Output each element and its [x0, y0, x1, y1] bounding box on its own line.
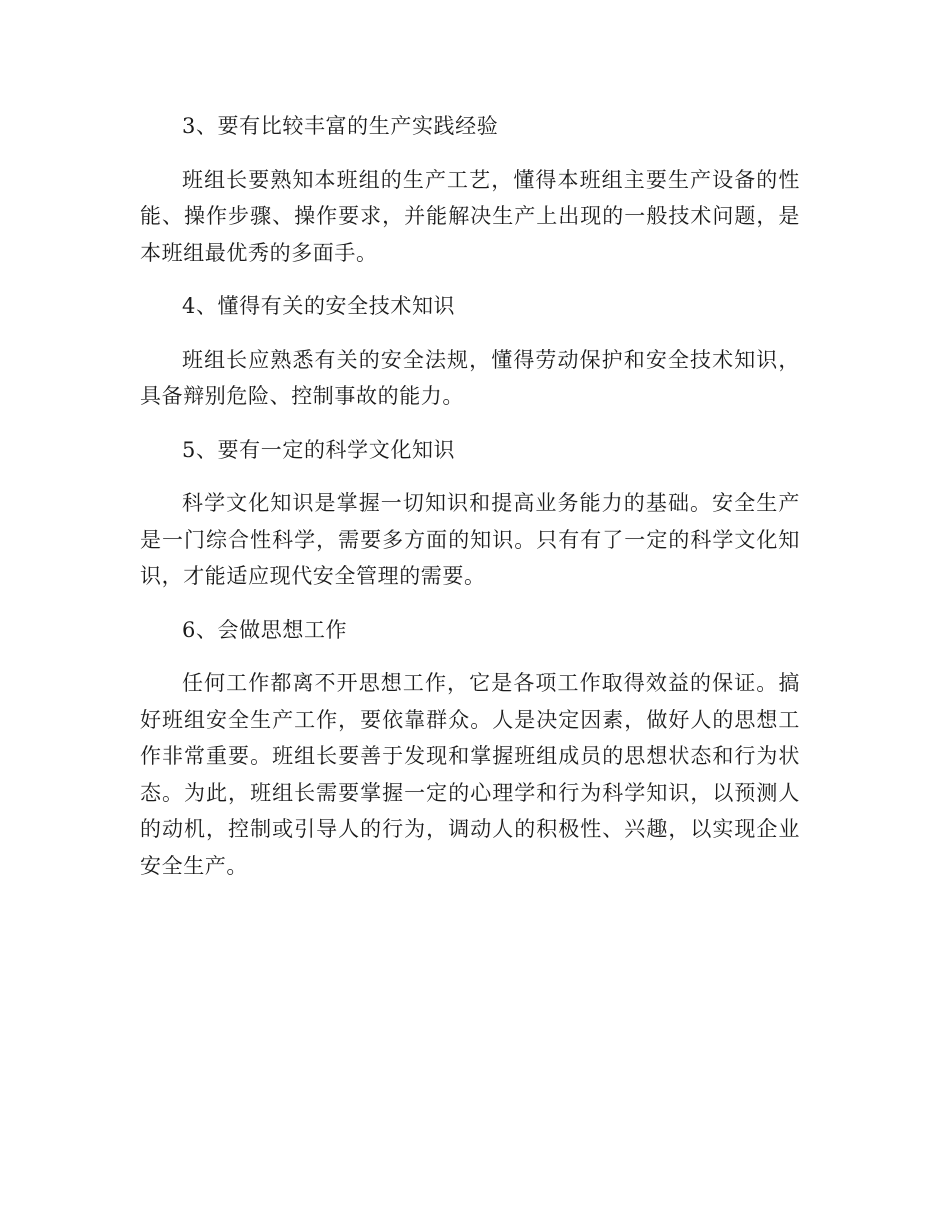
section-paragraph-3: 班组长要熟知本班组的生产工艺，懂得本班组主要生产设备的性能、操作步骤、操作要求，并能解决生产上出现的一般技术问题，是本班组最优秀的多面手。 — [140, 167, 800, 265]
section-heading-5: 5、要有一定的科学文化知识 — [182, 437, 456, 462]
section-paragraph-5: 科学文化知识是掌握一切知识和提高业务能力的基础。安全生产是一门综合性科学，需要多方面的知识。只有有了一定的科学文化知识，才能适应现代安全管理的需要。 — [140, 491, 800, 588]
section-paragraph-4: 班组长应熟悉有关的安全法规，懂得劳动保护和安全技术知识，具备辩别危险、控制事故的能力。 — [140, 347, 800, 408]
section-heading-4: 4、懂得有关的安全技术知识 — [182, 294, 456, 318]
section-paragraph-6: 任何工作都离不开思想工作，它是各项工作取得效益的保证。搞好班组安全生产工作，要依靠群众。人是决定因素，做好人的思想工作非常重要。班组长要善于发现和掌握班组成员的思想状态和行为状态。为此，班组长需要掌握一定的心理学和行为科学知识，以预测人的动机，控制或引导人的行为，调动人的积极性、兴趣，以实现企业安全生产。 — [140, 671, 800, 878]
document-body — [140, 108, 800, 901]
section-heading-6: 6、会做思想工作 — [182, 617, 348, 642]
section-heading-3: 3、要有比较丰富的生产实践经验 — [182, 114, 499, 138]
